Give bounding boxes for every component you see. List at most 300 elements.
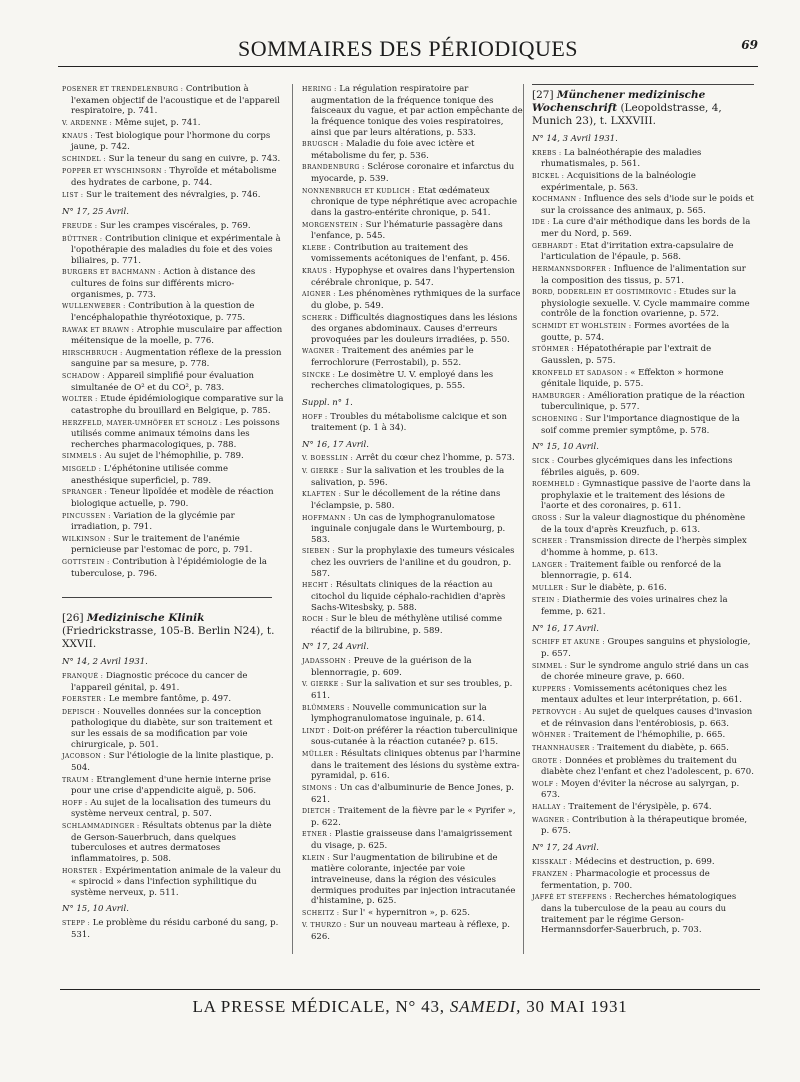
- entry-author: JADASSOHN :: [302, 658, 352, 665]
- list-item: [302, 920, 524, 942]
- list-item: [532, 637, 754, 659]
- list-item: [62, 694, 284, 706]
- entry-author: KNAUS :: [62, 132, 93, 140]
- list-item: [62, 221, 284, 233]
- entry-title: Sclérose coronaire et infarctus du myocarde, p. 539.: [311, 162, 515, 184]
- entry-title: Sur l'étiologie de la linite plastique, p. 504.: [71, 751, 274, 773]
- entry-title: Action à distance des cultures de foins sur différents micro-organismes, p. 773.: [71, 267, 256, 300]
- section-separator: [62, 597, 272, 598]
- entry-author: GOTTSTEIN :: [62, 559, 110, 566]
- list-item: [532, 368, 754, 390]
- entry-author: SICK :: [532, 457, 555, 465]
- entry-author: FRANZEN :: [532, 871, 573, 879]
- entry-author: WAGNER :: [302, 348, 340, 356]
- entry-author: KRAUS :: [302, 268, 333, 275]
- footer-publication: LA PRESSE MÉDICALE, N° 43,: [192, 997, 445, 1016]
- entry-author: THANNHAUSER :: [532, 744, 595, 752]
- entry-author: GROTE :: [532, 757, 563, 765]
- list-item: [532, 321, 754, 343]
- list-item: [62, 418, 284, 451]
- entry-author: NONNENBRUCH ET KUDLICH :: [302, 187, 416, 195]
- list-item: [302, 614, 524, 636]
- entry-title: Contribution à la thérapeutique bromée, p. 675.: [541, 814, 748, 837]
- entry-list: [302, 412, 524, 434]
- entry-author: SCHMIDT ET WOHLSTEIN :: [532, 323, 632, 330]
- entry-author: V. ARDENNE :: [62, 119, 113, 127]
- entry-author: HOFF :: [302, 413, 328, 421]
- entry-author: JACOBSON :: [62, 753, 107, 761]
- entry-author: SIMMELS :: [62, 453, 102, 461]
- entry-title: Au sujet de quelques causes d'invasion et de réinvasion dans l'entérobiosis, p. 663.: [541, 707, 753, 729]
- entry-author: SCHIFF ET AKUNE :: [532, 639, 605, 647]
- list-item: [62, 775, 284, 797]
- entry-title: Contribution à l'épidémiologie de la tuberculose, p. 796.: [71, 557, 267, 579]
- entry-title: Traitement du diabète, p. 665.: [594, 742, 729, 753]
- entry-list: [532, 637, 754, 837]
- entry-title: Sur le syndrome angulo strié dans un cas de chorée mineure grave, p. 660.: [541, 660, 749, 683]
- list-item: [532, 479, 754, 512]
- entry-title: Expérimentation animale de la valeur du « spirocid » dans l'infection syphilitique du système nerveux, p. 511.: [71, 865, 282, 898]
- entry-title: Variation de la glycémie par irradiation, p. 791.: [71, 510, 235, 533]
- column-2: [302, 84, 524, 944]
- footer-text: [60, 997, 760, 1017]
- entry-title: Même sujet, p. 741.: [112, 117, 201, 128]
- entry-title: Courbes glycémiques dans les infections fébriles aiguës, p. 609.: [541, 455, 733, 478]
- entry-author: ROEMHELD :: [532, 481, 580, 489]
- list-item: [532, 815, 754, 837]
- entry-author: FRANQUÉ :: [62, 672, 104, 680]
- page-footer: [60, 989, 760, 1019]
- entry-author: GEBHARDT :: [532, 242, 578, 250]
- list-item: [302, 266, 524, 288]
- list-item: [62, 267, 284, 300]
- entry-author: JAFFÉ ET STEFFENS :: [532, 894, 612, 902]
- list-item: [532, 743, 754, 755]
- entry-title: Sur l' « hypernitron », p. 625.: [339, 907, 470, 918]
- entry-title: Le dosimètre U. V. employé dans les recherches climatologiques, p. 555.: [311, 369, 494, 392]
- entry-author: WOLF :: [532, 780, 559, 788]
- entry-title: Diagnostic précoce du cancer de l'appareil génital, p. 491.: [71, 670, 248, 693]
- entry-title: Moyen d'éviter la nécrose au salyrgan, p. 673.: [541, 778, 740, 801]
- entry-title: Gymnastique passive de l'aorte dans la prophylaxie et le traitement des lésions de l'aorte et des coronaires, p. 611.: [541, 479, 751, 512]
- column-divider: [292, 84, 293, 954]
- entry-title: Atrophie musculaire par affection méitensique de la moelle, p. 776.: [71, 324, 283, 347]
- entry-author: TRAUM :: [62, 776, 94, 784]
- list-item: [62, 118, 284, 130]
- list-item: [532, 684, 754, 706]
- entry-list: [302, 656, 524, 943]
- entry-title: « Effekton » hormone génitale liquide, p. 575.: [541, 367, 724, 390]
- list-item: [532, 583, 754, 595]
- list-item: [532, 802, 754, 814]
- list-item: [302, 829, 524, 851]
- entry-author: SPRANGER :: [62, 489, 108, 497]
- entry-author: BICKEL :: [532, 172, 565, 180]
- entry-list: [62, 671, 284, 899]
- entry-title: Sur les crampes viscérales, p. 769.: [97, 220, 251, 231]
- list-item: [532, 857, 754, 869]
- list-item: [62, 84, 284, 117]
- entry-title: Nouvelle communication sur la lymphogranulomatose inguinale, p. 614.: [311, 702, 487, 725]
- entry-title: L'éphétonine utilisée comme anesthésique superficiel, p. 789.: [71, 464, 228, 486]
- entry-title: Au sujet de la localisation des tumeurs du système nerveux central, p. 507.: [71, 797, 271, 820]
- entry-title: Traitement de l'érysipèle, p. 674.: [565, 802, 712, 812]
- entry-author: POSENER ET TRENDELENBURG :: [62, 86, 184, 93]
- entry-author: STÖHMER :: [532, 346, 574, 354]
- entry-list: [532, 456, 754, 618]
- list-item: [532, 892, 754, 936]
- entry-title: Résultats obtenus par la diète de Gerson-Sauerbruch, dans quelques tuberculoses et autres dermatoses inflammatoires, p. 508.: [71, 821, 272, 864]
- list-item: [532, 456, 754, 478]
- list-item: [62, 511, 284, 533]
- entry-title: Pharmacologie et processus de fermentation, p. 700.: [541, 869, 710, 891]
- list-item: [302, 370, 524, 392]
- entry-title: Sur la salivation et sur ses troubles, p. 611.: [311, 679, 513, 701]
- entry-title: Les poissons utilisés comme animaux témoins dans les recherches pharmacologiques, p. 788.: [71, 417, 280, 450]
- entry-title: Appareil simplifié pour évaluation simultanée de O² et du CO², p. 783.: [71, 371, 255, 393]
- entry-title: Sur un nouveau marteau à réflexe, p. 626.: [311, 920, 510, 942]
- list-item: [532, 869, 754, 891]
- list-item: [532, 661, 754, 683]
- entry-title: Le problème du résidu carboné du sang, p. 531.: [71, 918, 279, 940]
- entry-author: POPPER ET WYSCHINSORN :: [62, 168, 167, 176]
- column-1: [62, 84, 284, 941]
- entry-author: GROSS :: [532, 515, 562, 522]
- entry-author: SINCKE :: [302, 371, 336, 379]
- entry-title: Les phénomènes rythmiques de la surface du globe, p. 549.: [311, 289, 521, 311]
- list-item: [62, 534, 284, 556]
- entry-author: HALLAY :: [532, 804, 566, 811]
- journal-heading: [532, 84, 754, 128]
- entry-author: SIEBEN :: [302, 548, 335, 556]
- entry-title: Hypophyse et ovaires dans l'hypertension cérébrale chronique, p. 547.: [311, 266, 515, 288]
- entry-title: Thyroïde et métabolisme des hydrates de carbone, p. 744.: [71, 166, 277, 188]
- entry-title: Sur la salivation et les troubles de la salivation, p. 596.: [311, 466, 505, 488]
- entry-author: WILKINSON :: [62, 535, 111, 543]
- entry-list: [532, 148, 754, 437]
- entry-title: Contribution au traitement des vomissements acétoniques de l'enfant, p. 456.: [311, 242, 511, 265]
- entry-author: HOFF :: [62, 799, 88, 807]
- list-item: [302, 489, 524, 511]
- list-item: [532, 595, 754, 617]
- entry-title: Hépatothérapie par l'extrait de Gausslen, p. 575.: [541, 344, 712, 366]
- list-item: [532, 148, 754, 170]
- issue-number: N° 14, 3 Avril 1931.: [532, 134, 618, 144]
- entry-author: DEPISCH :: [62, 708, 101, 716]
- entry-title: Sur la valeur diagnostique du phénomène de la toux d'après Kreuzfuch, p. 613.: [541, 513, 746, 535]
- entry-author: LANGER :: [532, 561, 568, 569]
- entry-title: Etude épidémiologique comparative sur la catastrophe du brouillard en Belgique, p. 785.: [71, 394, 284, 416]
- entry-author: WÖHNER :: [532, 732, 571, 740]
- list-item: [532, 344, 754, 366]
- list-item: [302, 453, 524, 465]
- entry-author: FOERSTER :: [62, 696, 107, 704]
- list-item: [302, 908, 524, 920]
- footer-date: 30 MAI 1931: [526, 997, 628, 1016]
- list-item: [302, 513, 524, 546]
- entry-author: HERING :: [302, 86, 337, 93]
- entry-title: La cure d'air méthodique dans les bords de la mer du Nord, p. 569.: [541, 217, 751, 239]
- entry-author: BRUGSCH :: [302, 141, 344, 149]
- list-item: [302, 313, 524, 346]
- entry-list: [302, 453, 524, 636]
- entry-title: Sur le diabète, p. 616.: [568, 582, 667, 593]
- entry-author: SCHERK :: [302, 314, 338, 322]
- entry-author: KREBS :: [532, 149, 562, 157]
- entry-author: STEPP :: [62, 920, 91, 927]
- entry-title: Contribution clinique et expérimentale à l'opothérapie des maladies du foie et des voies biliaires, p. 771.: [71, 233, 281, 266]
- entry-title: Données et problèmes du traitement du diabète chez l'enfant et chez l'adolescent, p. 670.: [541, 755, 754, 778]
- list-item: [62, 918, 284, 940]
- entry-title: Groupes sanguins et physiologie, p. 657.: [541, 637, 751, 659]
- entry-author: BURGERS ET BACHMANN :: [62, 269, 161, 277]
- list-item: [302, 783, 524, 805]
- list-item: [62, 798, 284, 820]
- entry-author: KRONFELD ET SADASON :: [532, 369, 628, 377]
- list-item: [302, 139, 524, 161]
- journal-number: [26]: [62, 612, 84, 625]
- entry-title: Nouvelles données sur la conception pathologique du diabète, sur son traitement et sur les essais de sa modification par voie chirurgicale, p. 501.: [71, 706, 273, 750]
- list-item: [62, 325, 284, 347]
- list-item: [532, 513, 754, 535]
- issue-number: N° 17, 24 Avril.: [532, 842, 599, 853]
- entry-author: KOCHMANN :: [532, 196, 582, 204]
- list-item: [302, 84, 524, 138]
- list-item: [302, 346, 524, 368]
- entry-title: Doit-on préférer la réaction tuberculinique sous-cutanée à la réaction cutanée? p. 615.: [311, 725, 518, 748]
- list-item: [62, 671, 284, 693]
- entry-author: MISGELD :: [62, 466, 102, 473]
- entry-title: Etranglement d'une hernie interne prise pour une crise d'appendicite aiguë, p. 506.: [71, 774, 271, 797]
- list-item: [62, 557, 284, 579]
- entry-title: Vomissements acétoniques chez les mentaux adultes et leur interprétation, p. 661.: [541, 683, 742, 706]
- list-item: [532, 560, 754, 582]
- entry-title: Traitement de la fièvre par le « Pyrifer », p. 622.: [311, 806, 516, 828]
- entry-title: Arrêt du cœur chez l'homme, p. 573.: [353, 453, 515, 464]
- entry-author: BÜTTNER :: [62, 235, 103, 243]
- entry-title: Sur l'augmentation de bilirubine et de matière colorante, injectée par voie intraveineuse, dans la région des vésicules dermiques produites par injection intracutanée d'histamine, p. 625.: [311, 852, 516, 907]
- entry-title: Traitement des anémies par le ferrochlorure (Ferrostabil), p. 552.: [311, 346, 474, 368]
- entry-title: Recherches hématologiques dans la tuberculose de la peau au cours du traitement par le régime Gerson-Hermannsdorfer-Sauerbruch, p. 703.: [541, 892, 737, 936]
- entry-author: HORSTER :: [62, 867, 103, 875]
- list-item: [532, 264, 754, 286]
- entry-title: Sur le traitement de l'anémie pernicieuse par l'estomac de porc, p. 791.: [71, 533, 253, 556]
- entry-author: SIMONS :: [302, 784, 337, 792]
- list-item: [62, 131, 284, 153]
- entry-author: SCHEER :: [532, 538, 568, 546]
- entry-title: Un cas d'albuminurie de Bence Jones, p. 621.: [311, 782, 515, 805]
- entry-author: MÜLLER :: [302, 751, 339, 758]
- list-item: [62, 751, 284, 773]
- list-item: [532, 391, 754, 413]
- entry-title: Teneur lipoïdée et modèle de réaction biologique actuelle, p. 790.: [71, 487, 274, 509]
- issue-number: N° 15, 10 Avril.: [532, 442, 599, 453]
- list-item: [62, 707, 284, 751]
- entry-author: HAMBURGER :: [532, 392, 586, 400]
- list-item: [302, 546, 524, 579]
- page-header: [58, 30, 758, 70]
- entry-list: [62, 221, 284, 579]
- entry-author: V. GIERKE :: [302, 468, 344, 475]
- entry-author: BORD, DODERLEIN ET GOSTIMIROVIC :: [532, 289, 677, 297]
- list-item: [532, 730, 754, 742]
- entry-author: V. THURZO :: [302, 922, 347, 930]
- list-item: [532, 217, 754, 239]
- footer-rule: [60, 989, 760, 990]
- entry-author: WAGNER :: [532, 816, 570, 824]
- entry-author: LINDT :: [302, 727, 330, 735]
- entry-title: Résultats cliniques obtenus par l'harmine dans le traitement des lésions du système extra-pyramidal, p. 616.: [311, 749, 521, 782]
- entry-title: Sur l'hématurie passagère dans l'enfance, p. 545.: [311, 219, 503, 242]
- list-item: [62, 866, 284, 899]
- list-item: [62, 464, 284, 486]
- list-item: [532, 241, 754, 263]
- entry-author: SCHINDEL :: [62, 155, 106, 163]
- entry-title: Etat d'irritation extra-capsulaire de l'articulation de l'épaule, p. 568.: [541, 240, 734, 263]
- journal-number: [27]: [532, 89, 554, 101]
- entry-title: Preuve de la guérison de la blennorragie, p. 609.: [311, 656, 472, 678]
- entry-title: Sur le traitement des névralgies, p. 746.: [83, 189, 261, 200]
- entry-author: LIST :: [62, 191, 84, 199]
- list-item: [302, 412, 524, 434]
- entry-list: [532, 857, 754, 936]
- entry-title: Diathermie des voies urinaires chez la femme, p. 621.: [541, 595, 728, 617]
- entry-author: ETNER :: [302, 831, 333, 839]
- entry-title: Transmission directe de l'herpès simplex d'homme à homme, p. 613.: [541, 536, 747, 558]
- list-item: [62, 371, 284, 393]
- entry-title: Maladie du foie avec ictère et métabolisme du fer, p. 536.: [311, 139, 475, 161]
- entry-title: Sur l'importance diagnostique de la soif comme premier symptôme, p. 578.: [541, 414, 740, 436]
- list-item: [302, 289, 524, 311]
- list-item: [302, 806, 524, 828]
- entry-author: KISSKALT :: [532, 858, 573, 866]
- entry-list: [62, 918, 284, 940]
- list-item: [62, 451, 284, 463]
- entry-title: Sur le décollement de la rétine dans l'éclampsie, p. 580.: [311, 489, 501, 511]
- list-item: [62, 154, 284, 166]
- entry-title: Influence des sels d'iode sur le poids et sur la croissance des animaux, p. 565.: [541, 194, 754, 216]
- journal-heading: [62, 612, 284, 651]
- entry-author: WOLTER :: [62, 396, 98, 404]
- issue-number: N° 17, 24 Avril.: [302, 642, 369, 653]
- footer-day: SAMEDI,: [449, 997, 522, 1016]
- issue-number: N° 16, 17 Avril.: [302, 439, 369, 450]
- issue-number: N° 17, 25 Avril.: [62, 207, 129, 218]
- journal-name: Münchener medizinische Wochenschrift: [532, 89, 706, 114]
- issue-number: N° 16, 17 Avril.: [532, 623, 599, 634]
- entry-title: Etat œdémateux chronique de type néphrétique avec acropachie dans la gastro-entérite chronique, p. 541.: [311, 185, 517, 218]
- entry-title: Test biologique pour l'hormone du corps jaune, p. 742.: [71, 130, 271, 153]
- list-item: [62, 234, 284, 267]
- list-item: [532, 194, 754, 216]
- list-item: [302, 186, 524, 219]
- list-item: [302, 162, 524, 184]
- entry-author: SCHLAMMADINGER :: [62, 823, 140, 830]
- entry-title: Etudes sur la physiologie sexuelle. V. Cycle mammaire comme contrôle de la fonction ovarienne, p. 572.: [541, 287, 750, 320]
- list-item: [302, 679, 524, 701]
- entry-author: HOFFMANN :: [302, 514, 351, 522]
- entry-author: DIETCH :: [302, 808, 336, 816]
- entry-title: Plastie graisseuse dans l'amaigrissement du visage, p. 625.: [311, 829, 513, 851]
- column-3: [532, 84, 754, 937]
- entry-list: [62, 84, 284, 201]
- entry-title: Influence de l'alimentation sur la composition des tissus, p. 571.: [541, 263, 746, 286]
- list-item: [532, 707, 754, 729]
- list-item: [532, 779, 754, 801]
- issue-number: N° 15, 10 Avril.: [62, 904, 129, 915]
- entry-author: RAWAK ET BRAWN :: [62, 326, 135, 334]
- entry-author: HERZFELD, MAYER-UMHÖFER ET SCHOLZ :: [62, 419, 223, 427]
- list-item: [62, 487, 284, 509]
- page-number: 69: [741, 38, 758, 52]
- entry-author: KUPPERS :: [532, 685, 572, 693]
- list-item: [302, 243, 524, 265]
- entry-author: KLAFTEN :: [302, 491, 342, 499]
- entry-list: [302, 84, 524, 392]
- entry-title: La balnéothérapie des maladies rhumatismales, p. 561.: [541, 147, 702, 170]
- list-item: [532, 171, 754, 193]
- entry-author: SCHEITZ :: [302, 909, 340, 917]
- entry-title: La régulation respiratoire par augmentation de la fréquence tonique des faisceaux du vague, et par action empêchante de la fréquence tonique des voies respiratoires, ainsi que par leurs altérations, p. 533.: [311, 84, 523, 138]
- list-item: [302, 703, 524, 725]
- entry-title: Traitement faible ou renforcé de la blennorragie, p. 614.: [541, 559, 722, 582]
- entry-title: Difficultés diagnostiques dans les lésions des organes abdominaux. Causes d'erreurs provoquées par les douleurs irradiées, p. 550.: [311, 312, 518, 345]
- entry-title: Le membre fantôme, p. 497.: [106, 694, 232, 705]
- header-rule: [58, 66, 758, 67]
- entry-author: STEIN :: [532, 597, 560, 605]
- list-item: [62, 821, 284, 865]
- list-item: [302, 580, 524, 613]
- list-item: [62, 166, 284, 188]
- journal-details: (Friedrickstrasse, 105-B. Berlin N24), t. XXVII.: [62, 625, 275, 651]
- entry-author: KLEIN :: [302, 854, 330, 862]
- entry-title: Acquisitions de la balnéologie expérimentale, p. 563.: [541, 170, 696, 193]
- column-divider: [523, 84, 524, 954]
- entry-author: HIRSCHBRUCH :: [62, 349, 123, 357]
- list-item: [62, 348, 284, 370]
- entry-author: PINCUSSEN :: [62, 512, 111, 520]
- entry-author: SCHADOW :: [62, 373, 105, 380]
- list-item: [302, 220, 524, 242]
- entry-author: HERMANNSDORFER :: [532, 265, 612, 273]
- entry-author: V. BOESSLIN :: [302, 455, 354, 463]
- entry-author: PETROVYCH :: [532, 709, 582, 716]
- journal-name: Medizinische Klinik: [86, 612, 205, 625]
- entry-title: Sur la prophylaxie des tumeurs vésicales chez les ouvriers de l'aniline et du goudron, p. 587.: [311, 546, 515, 579]
- list-item: [302, 656, 524, 678]
- entry-author: HECHT :: [302, 582, 334, 590]
- entry-title: Troubles du métabolisme calcique et son traitement (p. 1 à 34).: [311, 411, 507, 434]
- entry-title: Médecins et destruction, p. 699.: [572, 856, 715, 867]
- entry-author: KLEBE :: [302, 244, 332, 252]
- entry-author: SIMMEL :: [532, 662, 568, 670]
- entry-author: ROCH :: [302, 616, 329, 624]
- entry-author: SCHOENING :: [532, 416, 583, 423]
- list-item: [302, 726, 524, 748]
- entry-title: Formes avortées de la goutte, p. 574.: [541, 321, 730, 343]
- entry-author: WULLENWEBER :: [62, 303, 126, 311]
- issue-number: Suppl. n° 1.: [302, 397, 353, 408]
- entry-title: Amélioration pratique de la réaction tuberculinique, p. 577.: [541, 390, 745, 413]
- journal-details: (Leopoldstrasse, 4, Munich 23), t. LXXVIII.: [532, 102, 722, 127]
- entry-title: Sur le bleu de méthylène utilisé comme réactif de la bilirubine, p. 589.: [311, 614, 502, 636]
- entry-author: BRANDENBURG :: [302, 164, 365, 172]
- entry-author: IDE :: [532, 219, 550, 227]
- issue-number: N° 14, 2 Avril 1931.: [62, 657, 148, 668]
- list-item: [62, 394, 284, 416]
- entry-author: BLÜMMERS :: [302, 704, 350, 712]
- list-item: [532, 287, 754, 320]
